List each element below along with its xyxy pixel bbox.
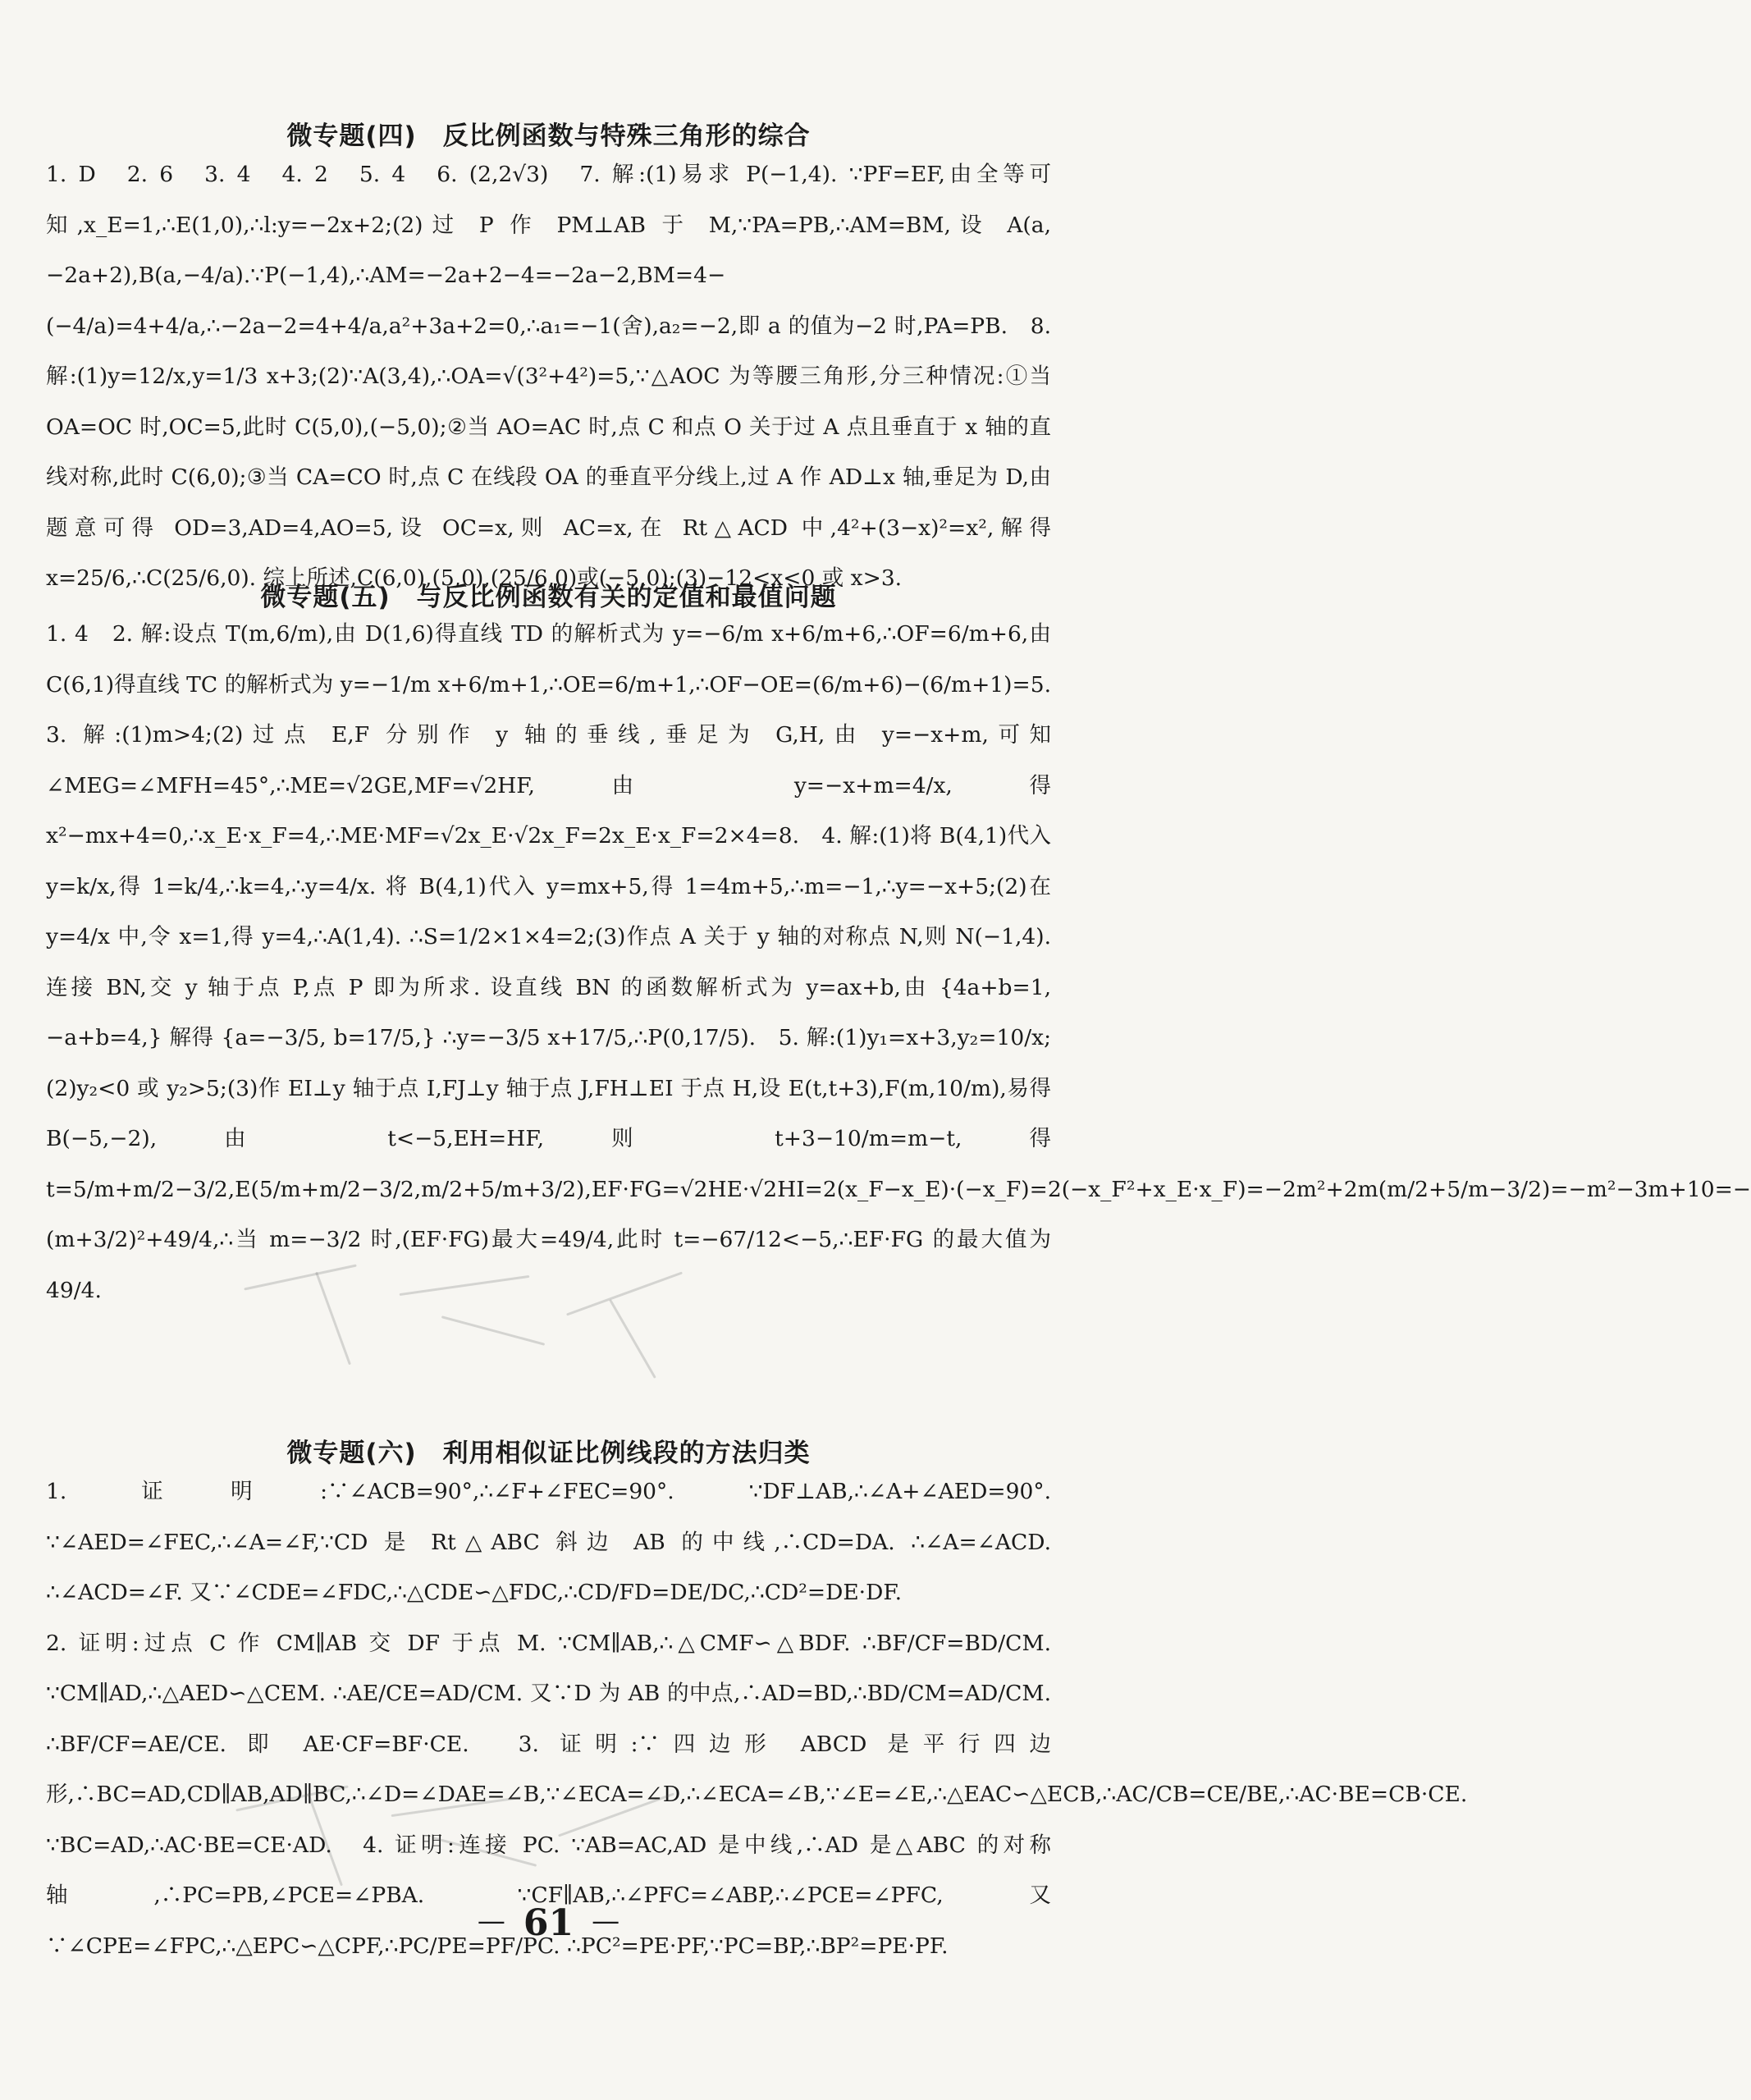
section-body-4: 1. D 2. 6 3. 4 4. 2 5. 4 6. (2,2√3) 7. 解:(1)易求 P(−1,4). ∵PF=EF,由全等可知,x_E=1,∴E(1,0),∴l:y=−2x+2;(2)过 P 作 PM⊥AB 于 M,∵PA=PB,∴AM=BM,设 A(a,−2a+2),B(a,−4/a).∵P(−1,4),∴AM=−2a+2−4=−2a−2,BM=4−(−4/a)=4+4/a,∴−2a−2=4+4/a,a²+3a+2=0,∴a₁=−1(舍),a₂=−2,即 a 的值为−2 时,PA=PB. 8. 解:(1)y=12/x,y=1/3 x+3;(2)∵A(3,4),∴OA=√(3²+4²)=5,∵△AOC 为等腰三角形,分三种情况:①当 OA=OC 时,OC=5,此时 C(5,0),(−5,0);②当 AO=AC 时,点 C 和点 O 关于过 A 点且垂直于 x 轴的直线对称,此时 C(6,0);③当 CA=CO 时,点 C 在线段 OA 的垂直平分线上,过 A 作 AD⊥x 轴,垂足为 D,由题意可得 OD=3,AD=4,AO=5,设 OC=x,则 AC=x,在 Rt△ACD 中,4²+(3−x)²=x²,解得 x=25/6,∴C(25/6,0). 综上所述,C(6,0),(5,0),(25/6,0)或(−5,0);(3)−12<x<0 或 x>3. xyxy=(46,162,1051,591)
section-title-4: 微专题(四) 反比例函数与特殊三角形的综合 xyxy=(286,121,811,151)
document-page xyxy=(46,0,1751,2100)
section-title-6: 微专题(六) 利用相似证比例线段的方法归类 xyxy=(286,1439,811,1468)
section-body-5: 1. 4 2. 解:设点 T(m,6/m),由 D(1,6)得直线 TD 的解析式为 y=−6/m x+6/m+6,∴OF=6/m+6,由 C(6,1)得直线 TC 的解析式为 y=−1/m x+6/m+1,∴OE=6/m+1,∴OF−OE=(6/m+6)−(6/m+1)=5. 3. 解:(1)m>4;(2)过点 E,F 分别作 y 轴的垂线,垂足为 G,H,由 y=−x+m,可知∠MEG=∠MFH=45°,∴ME=√2GE,MF=√2HF,由 y=−x+m=4/x,得 x²−mx+4=0,∴x_E·x_F=4,∴ME·MF=√2x_E·√2x_F=2x_E·x_F=2×4=8. 4. 解:(1)将 B(4,1)代入 y=k/x,得 1=k/4,∴k=4,∴y=4/x. 将 B(4,1)代入 y=mx+5,得 1=4m+5,∴m=−1,∴y=−x+5;(2)在 y=4/x 中,令 x=1,得 y=4,∴A(1,4). ∴S=1/2×1×4=2;(3)作点 A 关于 y 轴的对称点 N,则 N(−1,4). 连接 BN,交 y 轴于点 P,点 P 即为所求. 设直线 BN 的函数解析式为 y=ax+b,由 {4a+b=1, −a+b=4,} 解得 {a=−3/5, b=17/5,} ∴y=−3/5 x+17/5,∴P(0,17/5). 5. 解:(1)y₁=x+3,y₂=10/x;(2)y₂<0 或 y₂>5;(3)作 EI⊥y 轴于点 I,FJ⊥y 轴于点 J,FH⊥EI 于点 H,设 E(t,t+3),F(m,10/m),易得 B(−5,−2),由 t<−5,EH=HF,则 t+3−10/m=m−t,得 t=5/m+m/2−3/2,E(5/m+m/2−3/2,m/2+5/m+3/2),EF·FG=√2HE·√2HI=2(x_F−x_E)·(−x_F)=2(−x_F²+x_E·x_F)=−2m²+2m(m/2+5/m−3/2)=−m²−3m+10=−(m+3/2)²+49/4,∴当 m=−3/2 时,(EF·FG)最大=49/4,此时 t=−67/12<−5,∴EF·FG 的最大值为 49/4. xyxy=(46,621,1751,1303)
section-title-5: 微专题(五) 与反比例函数有关的定值和最值问题 xyxy=(260,583,837,612)
section-body-6: 1. 证明:∵∠ACB=90°,∴∠F+∠FEC=90°. ∵DF⊥AB,∴∠A+∠AED=90°. ∵∠AED=∠FEC,∴∠A=∠F,∵CD 是 Rt△ABC 斜边 AB 的中线,∴CD=DA. ∴∠A=∠ACD. ∴∠ACD=∠F. 又∵∠CDE=∠FDC,∴△CDE∽△FDC,∴CD/FD=DE/DC,∴CD²=DE·DF. 2. 证明:过点 C 作 CM∥AB 交 DF 于点 M. ∵CM∥AB,∴△CMF∽△BDF. ∴BF/CF=BD/CM. ∵CM∥AD,∴△AED∽△CEM. ∴AE/CE=AD/CM. 又∵D 为 AB 的中点,∴AD=BD,∴BD/CM=AD/CM. ∴BF/CF=AE/CE. 即 AE·CF=BF·CE. 3. 证明:∵四边形 ABCD 是平行四边形,∴BC=AD,CD∥AB,AD∥BC,∴∠D=∠DAE=∠B,∵∠ECA=∠D,∴∠ECA=∠B,∵∠E=∠E,∴△EAC∽△ECB,∴AC/CB=CE/BE,∴AC·BE=CB·CE. ∵BC=AD,∴AC·BE=CE·AD. 4. 证明:连接 PC. ∵AB=AC,AD 是中线,∴AD 是△ABC 的对称轴,∴PC=PB,∠PCE=∠PBA. ∵CF∥AB,∴∠PFC=∠ABP,∴∠PCE=∠PFC,又∵∠CPE=∠FPC,∴△EPC∽△CPF,∴PC/PE=PF/PC. ∴PC²=PE·PF,∵PC=BP,∴BP²=PE·PF. xyxy=(46,1479,1468,1959)
page-number: — 61 — xyxy=(477,1902,620,1944)
page-number-value: 61 xyxy=(523,1902,574,1944)
